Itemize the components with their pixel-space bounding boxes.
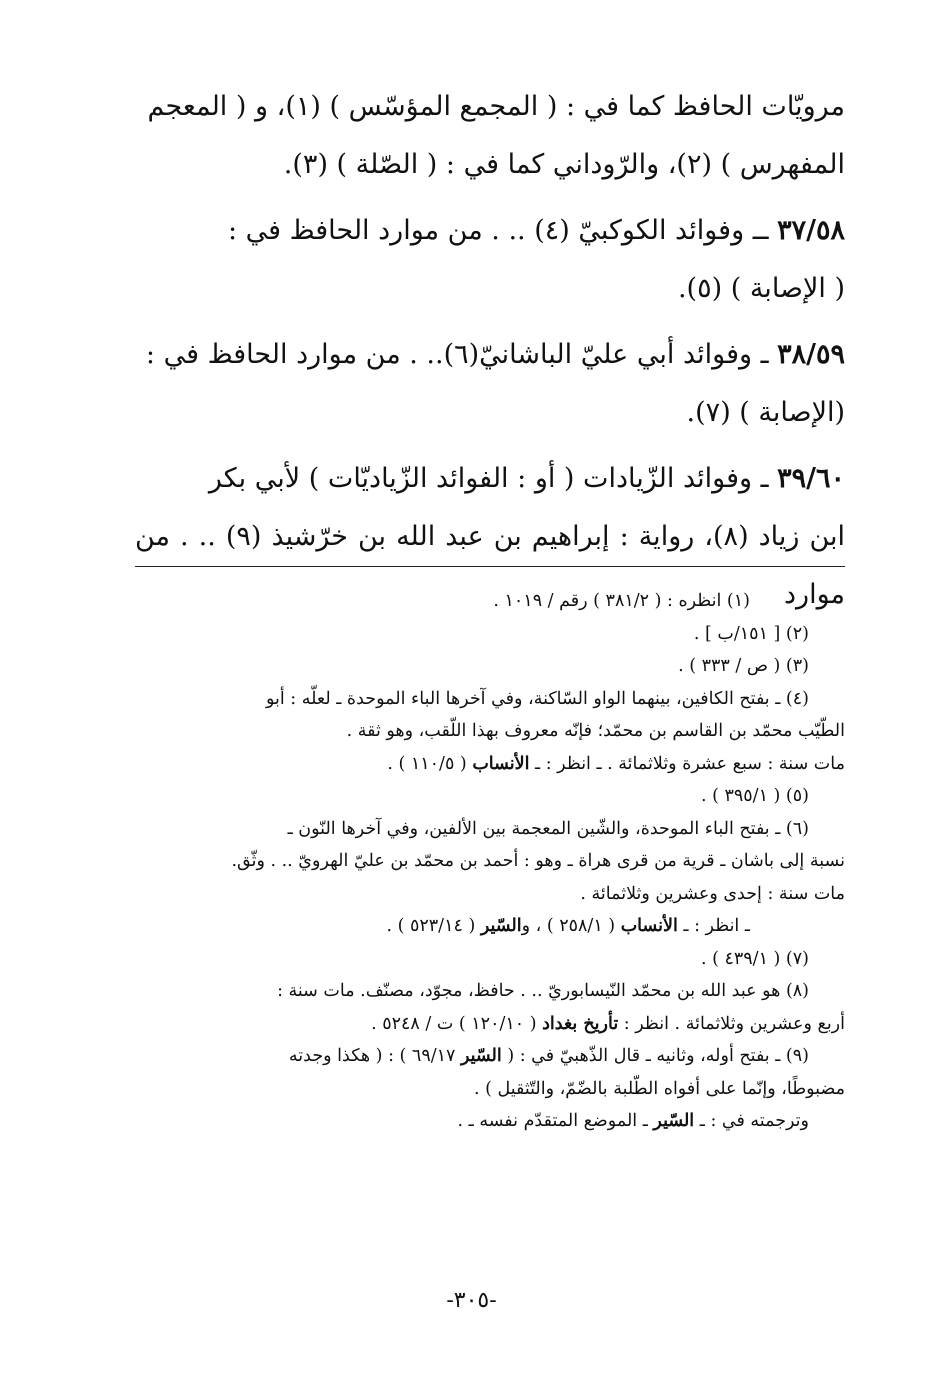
- paragraph-line: ( الإصابة ) (٥).: [677, 273, 845, 304]
- footnote-9: [135, 1040, 845, 1073]
- footnote-text: ـ انظر : ـ: [683, 916, 750, 936]
- source-title: السّير: [480, 916, 522, 936]
- footnote-text: وترجمته في : ـ: [699, 1111, 809, 1131]
- footnote-text: (٩) ـ بفتح أوله، وثانيه ـ قال الذّهبيّ في : (: [507, 1046, 809, 1066]
- footnote-8: (٨) هو عبد الله بن محمّد النّيسابوريّ .. . حافظ، مجوّد، مصنّف. مات سنة :: [277, 981, 809, 1001]
- footnote-text: ( ١١٠/٥ ) .: [387, 753, 467, 774]
- footnote-8-cont: [135, 1008, 845, 1041]
- footnote-7: (٧) ( ٤٣٩/١ ) .: [700, 948, 809, 969]
- source-title: السّير: [461, 1046, 502, 1066]
- footnote-9-cont: [135, 1105, 845, 1138]
- source-title: السّير: [653, 1111, 695, 1131]
- footnote-2: (٢) [ ١٥١/ب ] .: [693, 623, 809, 644]
- entry-text: ـ وفوائد الزّيادات ( أو : الفوائد الزّياديّات ) لأبي بكر: [208, 463, 769, 494]
- footnote-text: ( ٥٢٣/١٤ ) .: [386, 916, 476, 936]
- footnote-6-cont: [135, 910, 845, 943]
- page-number: -٣٠٥-: [446, 1288, 497, 1313]
- entry-text: ــ وفوائد الكوكبيّ (٤) .. . من موارد الحافظ في :: [227, 215, 769, 246]
- footnote-4: (٤) ـ بفتح الكافين، بينهما الواو السّاكنة، وفي آخرها الباء الموحدة ـ لعلّه : أبو: [265, 688, 809, 709]
- footnote-text: مات سنة : سبع عشرة وثلاثمائة . ـ انظر : ـ: [535, 753, 845, 774]
- footnote-4-cont: الطّيّب محمّد بن القاسم بن محمّد؛ فإنّه معروف بهذا اللّقب، وهو ثقة .: [346, 721, 845, 741]
- paragraph-line: المفهرس ) (٢)، والرّوداني كما في : ( الصّلة ) (٣).: [283, 149, 845, 180]
- paragraph-line: (الإصابة ) (٧).: [686, 397, 845, 428]
- footnotes: [135, 585, 845, 1138]
- footnote-6-cont: نسبة إلى باشان ـ قرية من قرى هراة ـ وهو : أحمد بن محمّد بن عليّ الهرويّ .. . وثّق.: [231, 851, 845, 871]
- entry-58: [135, 202, 845, 260]
- footnote-4-cont: [135, 748, 845, 781]
- paragraph-line: مرويّات الحافظ كما في : ( المجمع المؤسّس ) (١)، و ( المعجم: [147, 91, 845, 122]
- footnote-6-cont: مات سنة : إحدى وعشرين وثلاثمائة .: [580, 883, 845, 904]
- source-title: الأنساب: [472, 753, 530, 774]
- footnote-text: ( ٢٥٨/١ ) ، و: [521, 916, 616, 936]
- footnote-3: (٣) ( ص / ٣٣٣ ) .: [678, 656, 809, 676]
- footnote-text: ٦٩/١٧ ) : ( هكذا وجدته: [288, 1046, 456, 1066]
- footnote-9-cont: مضبوطًا، وإنّما على أفواه الطّلبة بالضّمّ، والتّثقيل ) .: [473, 1078, 845, 1099]
- main-text: [135, 78, 845, 624]
- entry-number: ٣٧/٥٨: [777, 215, 845, 246]
- entry-text: ـ وفوائد أبي عليّ الباشانيّ(٦).. . من موارد الحافظ في :: [145, 339, 769, 370]
- entry-number: ٣٩/٦٠: [777, 463, 845, 494]
- source-title: الأنساب: [620, 916, 678, 936]
- footnote-5: (٥) ( ٣٩٥/١ ) .: [700, 786, 809, 806]
- source-title: تأريخ بغداد: [542, 1013, 619, 1034]
- footnote-1: (١) انظره : ( ٣٨١/٢ ) رقم / ١٠١٩ .: [493, 591, 750, 611]
- paragraph-line: ابن زياد (٨)، رواية : إبراهيم بن عبد الله بن خرّشيذ (٩) .. . من موارد: [135, 521, 846, 610]
- entry-60: [135, 450, 845, 508]
- footnote-6: (٦) ـ بفتح الباء الموحدة، والشّين المعجمة بين الألفين، وفي آخرها النّون ـ: [287, 818, 809, 839]
- entry-number: ٣٨/٥٩: [777, 339, 845, 370]
- footnote-text: ( ١٢٠/١٠ ) ت / ٥٢٤٨ .: [371, 1013, 537, 1034]
- footnote-text: أربع وعشرين وثلاثمائة . انظر :: [623, 1013, 845, 1034]
- footnote-separator: [135, 566, 845, 567]
- footnote-text: ـ الموضع المتقدّم نفسه ـ .: [457, 1111, 648, 1131]
- entry-59: [135, 326, 845, 384]
